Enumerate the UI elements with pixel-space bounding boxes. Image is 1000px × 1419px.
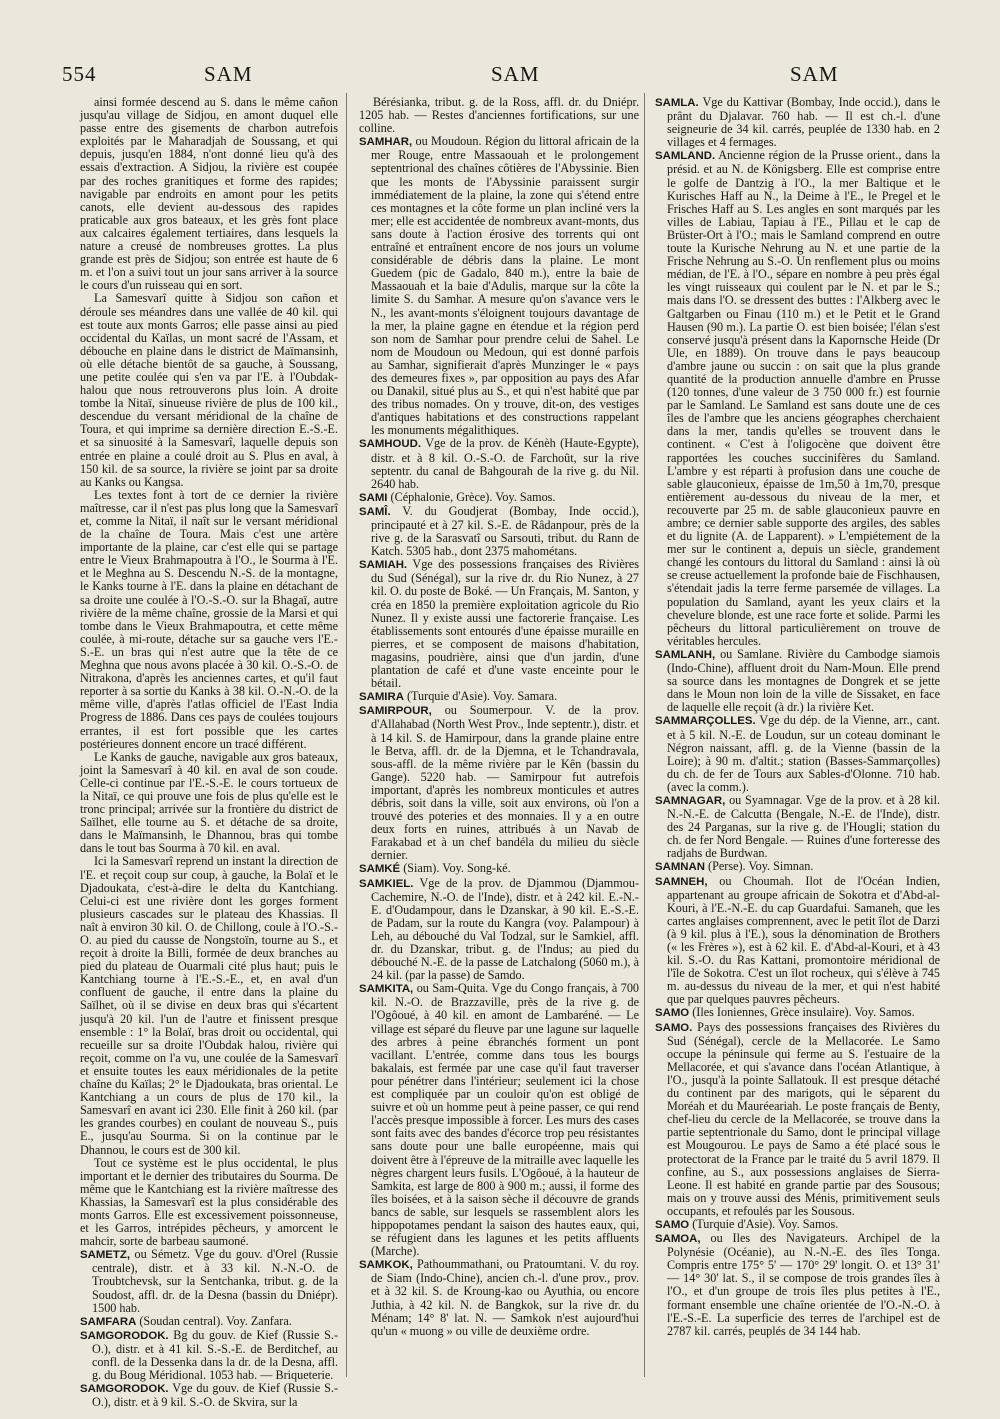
dictionary-entry — [655, 794, 940, 860]
dictionary-entry — [80, 1329, 338, 1382]
entry-headword: SAMOA, — [655, 1233, 701, 1246]
entry-headword: SAMKOK, — [359, 1259, 413, 1272]
entry-headword: SAMFARA — [80, 1315, 137, 1328]
entry-text: ou Syamnagar. Vge de la prov. et à 28 kil. N.-N.-E. de Calcutta (Bengale, N.-E. de l'Inde), distr. des 24 Parganas, sur la rive g. de l'Hougli; station du ch. de fer Nord Bengale. — Ruines d'une forteresse des radjahs de Burdwan. — [667, 792, 941, 861]
dictionary-entry — [359, 491, 639, 505]
entry-headword: SAMIRPOUR, — [359, 705, 432, 718]
entry-text: ou Sam-Quita. Vge du Congo français, à 700 kil. N.-O. de Brazzaville, près de la rive g. de l'Ogôoué, à 40 kil. en amont de Lambaréné. — Le village est séparé du fleuve par une lagune sur laquelle des arbres à peine ébranchés forment un pont vacillant. L'entrée, comme dans tous les bourgs bakalais, est fermée par une case qu'il faut traverser pour pénétrer dans l'intérieur; seulement ici la chose est compliquée par un couloir qu'on est obligé de suivre et où un homme peut à peine passer, ce qui rend l'accès presque impossible à forcer. Les murs des cases sont faits avec des bandes d'écorce trop peu résistantes sans doute pour une balle européenne, mais qui doivent être à l'épreuve de la mitraille avec laquelle les nègres chargent leurs fusils. L'Ogôoué, à la hauteur de Samkita, est large de 800 à 900 m.; aussi, il forme des îles boisées, et à la saison sèche il découvre de grands bancs de sable, sur lesquels se rassemblent alors les hippopotames pendant la saison des hautes eaux, qui, se réfugient dans les lagunes et les petits affluents (Marche). — [371, 981, 640, 1259]
entry-headword: SAMGORODOK. — [80, 1329, 169, 1342]
page-number: 554 — [62, 62, 97, 86]
body-paragraph: Ici la Samesvarî reprend un instant la direction de l'E. et reçoit coup sur coup, à gauche, la Bolaï et le Djadoukata, c'est-à-dire le delta du Kantchiang. Celui-ci est une rivière dont les gorges forment plusieurs cascades sur le plateau des Khassias. Il naît à environ 30 kil. O. de Chillong, coule à l'O.-S.-O. au pied du causse de Nongstoïn, tourne au S., et reçoit à droite la Billi, formée de deux branches au pied du plateau de Ouarmali cité plus haut; puis le Kantchiang tourne à l'E.-S.-E., et, en aval d'un confluent de gauche, il entre dans la plaine du Saïlhet, où il se divise en deux bras qui s'écartent jusqu'à 20 kil. l'un de l'autre et finissent presque ensemble : 1° la Bolaï, bras droit ou occidental, qui recueille sur sa droite l'Oubdak halou, rivière qui reçoit, comme on l'a vu, une coulée de la Samesvarî et ensuite toutes les eaux méridionales de la petite chaîne du Kaïlas; 2° le Djadoukata, bras oriental. Le Kantchiang a un cours de plus de 170 kil., la Samesvarî en avant ici 230. Elle finit à 260 kil. (par les grandes courbes) en coulant de nouveau S., puis E., jusqu'au Sourma. Si on la continue par le Dhannou, le cours est de 300 kil. — [80, 854, 338, 1157]
entry-text: (Siam). Voy. Song-ké. — [403, 861, 511, 876]
entry-text: ou Sémetz. Vge du gouv. d'Orel (Russie centrale), distr. et à 33 kil. N.-N.-O. de Troubtchevsk, sur la Sentchanka, tribut. g. de la Soudost, affl. dr. de la Desna (bassin du Dniépr). 1500 hab. — [92, 1247, 339, 1315]
body-paragraph: Les textes font à tort de ce dernier la rivière maîtresse, car il n'est pas plus long que la Samesvarî et, comme la Nitaï, il naît sur le versant méridional de la chaîne de Toura. Mais c'est une artère importante de la plaine, car c'est elle qui se partage entre le Vieux Brahmapoutra à l'O., le Sourma à l'E. et le Meghna au S. Descendu N.-S. de la montagne, le Kanks tourne à l'E. dans la plaine en détachant de sa droite une coulée à l'O.-S.-O. sur la Bhagaï, autre rivière de la même chaîne, grossie de la Marsi et qui tombe dans le Vieux Brahmapoutra, et cette même coulée, à mi-route, détache sur sa gauche vers l'E.-S.-E. un bras qui n'est autre que la tête de ce Meghna que nous avons placée à 30 kil. O.-S.-O. de Nitrakona, d'après les anciennes cartes, et qu'il faut reporter à sa sortie du Kanks à 38 kil. O.-N.-O. de la même ville, d'après l'atlas officiel de l'East India Progress de 1886. Dans ces pays de coulées toujours errantes, il est fort possible que les cartes postérieures donnent encore un tracé différent. — [80, 487, 338, 751]
running-head-right: SAM — [790, 62, 839, 86]
entry-headword: SAMHAR, — [359, 136, 413, 149]
entry-text: V. du Goudjerat (Bombay, Inde occid.), principauté et à 27 kil. S.-E. de Râdanpour, près de la rive g. de la Sarasvatî ou Sarsouti, tribut. du Rann de Katch. 5305 hab., dont 2375 mahométans. — [371, 503, 640, 559]
entry-headword: SAMLANH, — [655, 648, 716, 661]
entry-headword: SAMLA. — [655, 97, 699, 109]
dictionary-entry — [359, 558, 639, 690]
entry-text: Vge du gouv. de Kief (Russie S.-O.), distr. et à 9 kil. S.-O. de Skvira, sur la — [92, 1381, 338, 1410]
entry-text: Bg du gouv. de Kief (Russie S.-O.), distr. et à 41 kil. S.-S.-E. de Berditchef, au confl. de la Dessenka dans la dr. de la Desna, affl. g. du Boug Méridional. 1053 hab. — Briqueterie. — [92, 1327, 338, 1383]
entry-text: Pathoummathani, ou Pratoumtani. V. du roy. de Siam (Indo-Chine), ancien ch.-l. d'une prov., prov. et à 32 kil. S. de Kroung-kao ou Ayuthia, ou encore Juthia, à 42 kil. N. de Bangkok, sur la rive dr. du Ménam; 14° 8' lat. N. — Samkok n'est aujourd'hui qu'un « muong » ou ville de deuxième ordre. — [371, 1257, 639, 1338]
dictionary-entry — [655, 1232, 940, 1338]
entry-headword: SAMIAH. — [359, 559, 408, 572]
body-paragraph: Bérésianka, tribut. g. de la Ross, affl. dr. du Dniépr. 1205 hab. — Restes d'anciennes fortifications, sur une colline. — [359, 95, 639, 136]
dictionary-entry — [80, 1315, 338, 1329]
entry-text: Vge du Kattivar (Bombay, Inde occid.), dans le prânt du Djalavar. 760 hab. — Il est ch.-l. d'une seigneurie de 34 kil. carrés, peuplée de 1330 hab. en 2 villages et 4 fermages. — [667, 95, 941, 150]
dictionary-entry — [359, 690, 639, 704]
entry-text: (Céphalonie, Grèce). Voy. Samos. — [390, 489, 556, 504]
entry-headword: SAMMARÇOLLES. — [655, 715, 756, 728]
entry-text: (Turquie d'Asie). Voy. Samara. — [406, 689, 558, 704]
dictionary-entry — [359, 1258, 639, 1338]
entry-headword: SAMKITA, — [359, 983, 414, 996]
column-rule-right — [644, 93, 645, 1377]
dictionary-entry — [359, 437, 639, 490]
entry-text: ou Moudoun. Région du littoral africain de la mer Rouge, entre Massaouah et le prolongement septentrional des chaînes côtières de l'Abyssinie. Bien que les monts de l'Abyssinie paraissent surgir immédiatement de la plaine, la zone qui s'étend entre ces montagnes et la côte forme un plan incliné vers la mer; elle est accidentée de nombreux avant-monts, dus sans doute à l'action érosive des torrents qui ont entraîné et entraînent encore de nos jours un volume considérable de débris dans la plaine. Le mont Guedem (pic de Gadalo, 840 m.), entre la baie de Massaouah et la baie d'Adulis, marque sur la côte la limite S. du Samhar. A mesure qu'on s'avance vers le N., les avant-monts s'éloignent toujours davantage de la mer, la plaine gagne en étendue et la région perd son nom de Samhar pour prendre celui de Sahel. Le nom de Moudoun ou Medoun, qui est donné parfois au Samhar, signifierait d'après Munzinger le « pays des demeures fixes », par opposition au pays des Afar ou Danakil, situé plus au S., et qui n'est habité que par des tribus nomades. On y trouve, dit-on, des vestiges d'antiques habitations et des constructions rappelant les monuments mégalithiques. — [371, 134, 640, 438]
page-header — [62, 62, 960, 90]
entry-text: Pays des possessions françaises des Rivières du Sud (Sénégal), cercle de la Mellacorée. Le Samo occupe la péninsule qui ferme au S. l'estuaire de la Mellacorée, et qui s'avance dans l'océan Atlantique, à l'O., jusqu'à la pointe Sallatouk. Il est presque détaché du continent par des marigots, qui le séparent du Moréah et du Mauréeariah. Le poste français de Benty, chef-lieu du cercle de la Mellacorée, se trouve dans la partie septentrionale du Samo, dont le principal village est Mougourou. Le pays de Samo a été placé sous le protectorat de la France par le traité du 5 avril 1879. Il confine, au S., aux possessions anglaises de Sierra-Leone. Il est habité en grande partie par des Sousous; mais on y trouve aussi des Ménis, primitivement seuls occupants, et refoulés par les Sousous. — [667, 1019, 940, 1218]
entry-headword: SAMNAGAR, — [655, 794, 726, 807]
entry-headword: SAMI — [359, 491, 388, 504]
column-left — [80, 95, 339, 1410]
body-paragraph: ainsi formée descend au S. dans le même cañon jusqu'au village de Sidjou, en amont duquel elle passe entre des gisements de charbon autrefois exploités par le Maharadjah de Soussang, et qui depuis, jusqu'en 1884, n'ont donné lieu qu'à des essais d'extraction. A Sidjou, la rivière est coupée par des roches granitiques et forme des rapides; navigable par endroits en amont pour les petits canots, elle devient au-dessous des rapides praticable aux gros bateaux, et les grès font place aux calcaires également tertiaires, dans lesquels la nature a creusé de nombreuses grottes. La plus grande est près de Sidjou; son entrée est haute de 6 m. et l'on a suivi tout un jour sans arriver à la source le cours d'un ruisseau qui en sort. — [80, 95, 338, 293]
entry-text: Vge de la prov. de Djammou (Djammou-Cachemire, N.-O. de l'Inde), distr. et à 242 kil. E.-N.-E. d'Oudampour, dans le Dzanskar, à 90 kil. E.-S.-E. de Padam, sur la route du Kangra (voy. Palampour) à Leh, au débouché du Val Todzal, sur le Samkiel, affl. dr. du Dzanskar, tribut. g. de l'Indus; au pied du débouché N.-E. de la passe de Latchalong (5060 m.), à 24 kil. (par la passe) de Samdo. — [371, 875, 640, 983]
dictionary-entry — [655, 860, 940, 874]
entry-text: Ancienne région de la Prusse orient., dans la présid. et au N. de Königsberg. Elle est comprise entre le golfe de Dantzig à l'O., la mer Baltique et le Kurisches Haff au N., la Deime à l'E., le Pregel et le Frisches Haff au S. Les angles en sont marqués par les villes de Labiau, Tapiau à l'E., Pillau et le cap de Brüster-Ort à l'O.; mais le Samland comprend en outre toute la Kurische Nehrung au N. et une partie de la Frische Nehrung au S.-O. Un renflement plus ou moins médian, de l'E. à l'O., sépare en nombre à peu près égal les vingt ruisseaux qui coulent par le N. et par le S.; mais dans l'O. se dressent des buttes : l'Alkberg avec le Galtgarben ou Finau (110 m.) et le Petit et le Grand Hausen (90 m.). La partie O. est bien boisée; l'élan s'est conservé jusqu'à présent dans la Kapornsche Heide (Dr Ule, en 1889). On trouve dans le pays beaucoup d'ambre jaune ou succin : on sait que la plus grande quantité de la production annuelle d'ambre en Prusse (120 tonnes, d'une valeur de 3 750 000 fr.) est fournie par le Samland. Le Samland est sans doute une de ces îles de l'ambre que les anciens géographes cherchaient dans la mer, tandis qu'elles se trouvent dans le continent. « C'est à l'oligocène que doivent être rapportées les couches succinifères du Samland. L'ambre y est réparti à profusion dans une couche de sable glauconieux, épaisse de 1m,50 à 1m,70, presque entièrement au-dessous du niveau de la mer, et recouverte par 25 m. de sable glauconieux pauvre en ambre; ce dernier sable supporte des argiles, des sables et du lignite (A. de Lapparent). » L'empiétement de la mer sur le continent a, depuis un siècle, grandement changé les contours du littoral du Samland : ainsi là où se creuse actuellement la profonde baie de Fischhausen, s'étendait jadis la terre ferme parsemée de villages. La population du Samland, ayant les yeux clairs et la chevelure blonde, est une race forte et solide. Parmi les pêcheurs du littoral particulièrement on trouve de véritables hercules. — [667, 148, 940, 648]
entry-headword: SAMO. — [655, 1021, 693, 1034]
dictionary-entry — [655, 1021, 940, 1218]
entry-headword: SAMKÉ — [359, 863, 401, 876]
column-rule-left — [346, 93, 347, 1377]
dictionary-entry — [359, 505, 639, 558]
dictionary-entry — [655, 648, 940, 714]
entry-text: (Turquie d'Asie). Voy. Samos. — [692, 1216, 839, 1231]
entry-text: ou Samlane. Rivière du Cambodge siamois (Indo-Chine), affluent droit du Nam-Moun. Elle prend sa source dans les montagnes de Dongrek et se jette dans le Moun non loin de la ville de Sissaket, en face de laquelle elle reçoit (à dr.) la rivière Ket. — [667, 646, 941, 715]
dictionary-entry — [655, 875, 940, 1007]
dictionary-entry — [655, 714, 940, 794]
entry-text: ou Iles des Navigateurs. Archipel de la Polynésie (Océanie), au N.-N.-E. des îles Tonga. Compris entre 175° 5' — 170° 29' longit. O. et 13° 31' — 14° 30' lat. S., il se compose de trois grandes îles à l'O., et d'un groupe de trois îles plus petites à l'E., formant ensemble une chaîne orientée de l'O.-N.-O. à l'E.-S.-E. La superficie des terres de l'archipel est de 2787 kil. carrés, peuplés de 34 144 hab. — [667, 1231, 940, 1338]
entry-headword: SAMETZ, — [80, 1249, 130, 1262]
entry-headword: SAMÎ. — [359, 505, 391, 518]
dictionary-entry — [655, 96, 940, 149]
dictionary-entry — [655, 1006, 940, 1020]
column-right — [655, 96, 940, 1396]
entry-headword: SAMO — [655, 1218, 690, 1231]
entry-text: Vge de la prov. de Kénèh (Haute-Egypte), distr. et à 8 kil. O.-S.-O. de Farchoût, sur la rive septentr. du canal de Bahgourah de la rive g. du Nil. 2640 hab. — [371, 436, 639, 491]
dictionary-entry — [359, 982, 639, 1258]
dictionary-entry — [359, 877, 639, 983]
entry-headword: SAMGORODOK. — [80, 1383, 169, 1396]
entry-text: ou Choumah. Ilot de l'Océan Indien, appartenant au groupe africain de Sokotra et d'Abd-al-Kouri, à l'E.-N.-E. du cap Guardafui. Samaneh, que les cartes anglaises comprennent, avec le petit îlot de Darzi (à 9 kil. plus à l'E.), sous la dénomination de Brothers (« les Frères »), est à 62 kil. E. d'Abd-al-Kouri, et à 43 kil. S.-O. du Ras Kattani, promontoire méridional de l'île de Sokotra. C'est un îlot rocheux, qui s'élève à 745 m. au-dessus du niveau de la mer, et qui n'est habité que par quelques pauvres pêcheurs. — [667, 873, 941, 1007]
dictionary-entry — [359, 135, 639, 437]
entry-headword: SAMKIEL. — [359, 877, 414, 890]
entry-text: (Iles Ioniennes, Grèce insulaire). Voy. Samos. — [692, 1005, 915, 1020]
entry-text: (Perse). Voy. Simnan. — [708, 859, 814, 874]
entry-text: (Soudan central). Voy. Zanfara. — [139, 1313, 292, 1328]
body-paragraph: Tout ce système est le plus occidental, le plus important et le dernier des tributaires du Sourma. De même que le Kantchiang est la rivière maîtresse des Khassias, la Samesvarî est la plus considérable des monts Garros. Elle est excessivement poissonneuse, et les Garros, intrépides pêcheurs, y amorcent le mahcir, sorte de barbeau saumoné. — [80, 1155, 338, 1249]
entry-headword: SAMIRA — [359, 691, 404, 704]
entry-headword: SAMLAND. — [655, 150, 716, 163]
body-paragraph: Le Kanks de gauche, navigable aux gros bateaux, joint la Samesvarî à 40 kil. en aval de son coude. Celle-ci continue par l'E.-S.-E. le cours tortueux de la Nitaï, ce qui prouve une fois de plus qu'elle est le tronc principal; arrivée sur la frontière du district de Saïlhet, elle tourne au S. et détache de sa droite, dans le Maïmansinh, le Dhannou, bras qui tombe dans le tout bas Sourma à 70 kil. en aval. — [80, 749, 338, 856]
dictionary-entry — [80, 1382, 338, 1409]
dictionary-entry — [655, 149, 940, 648]
entry-headword: SAMNEH, — [655, 875, 708, 888]
entry-headword: SAMHOUD. — [359, 438, 422, 451]
running-head-left: SAM — [204, 62, 253, 86]
body-paragraph: La Samesvarî quitte à Sidjou son cañon et déroule ses méandres dans une vallée de 40 kil. qui est toute aux monts Garros; elle passe ainsi au pied occidental du Kaïlas, un mont sacré de l'Assam, et débouche en plaine dans le district de Maïmansinh, où elle détache bientôt de sa gauche, à Soussang, une petite coulée qui s'en va par l'E. à l'Oubdak-halou que nous retrouverons plus loin. A droite tombe la Nitaï, sinueuse rivière de plus de 100 kil., descendue du versant méridional de la chaîne de Toura, et qui imprime sa dernière direction E.-S.-E. et sa sinuosité à la Samesvarî, laquelle depuis son entrée en plaine a coulé droit au S. Plus en aval, à 150 kil. de sa source, la rivière se joint par sa droite au Kanks ou Kangsa. — [80, 291, 338, 489]
entry-text: Vge des possessions françaises des Rivières du Sud (Sénégal), sur la rive dr. du Rio Nunez, à 27 kil. O. du poste de Boké. — Un Français, M. Santon, y créa en 1850 la première exploitation agricole du Rio Nunez. Il y existe aussi une factorerie française. Les établissements sont entourés d'une épaisse muraille en pierres, et se composent de maisons d'habitation, magasins, poudrière, ainsi que d'un jardin, d'une plantation de café et d'une vaste enceinte pour le bétail. — [371, 557, 639, 691]
dictionary-entry — [655, 1218, 940, 1232]
dictionary-entry — [80, 1248, 338, 1314]
entry-text: Vge du dép. de la Vienne, arr., cant. et à 5 kil. N.-E. de Loudun, sur un coteau dominant le Négron naissant, affl. g. de la Vienne (bassin de la Loire); à 90 m. d'altit.; station (Basses-Sammarçolles) du ch. de fer de Tours aux Sables-d'Olonne. 710 hab. (avec la comm.). — [667, 713, 941, 794]
dictionary-entry — [359, 704, 639, 862]
entry-headword: SAMO — [655, 1007, 690, 1020]
entry-text: ou Soumerpour. V. de la prov. d'Allahabad (North West Prov., Inde septentr.), distr. et à 14 kil. S. de Hamirpour, dans la grande plaine entre le Betva, affl. dr. de la Djemna, et le Tchandravala, sous-affl. de la même rivière par le Kên (bassin du Gange). 5220 hab. — Samirpour fut autrefois important, d'après les nombreux monticules et autres débris, soit dans la ville, soit aux environs, où l'on a trouvé des poteries et des monnaies. Il y a en outre deux forts en ruines, attribués à un Navab de Farakabad et à un chef bandéla du milieu du siècle dernier. — [371, 703, 640, 863]
entry-headword: SAMNAN — [655, 861, 705, 874]
dictionary-entry — [359, 862, 639, 876]
column-center — [359, 96, 639, 1396]
running-head-center: SAM — [491, 62, 540, 86]
